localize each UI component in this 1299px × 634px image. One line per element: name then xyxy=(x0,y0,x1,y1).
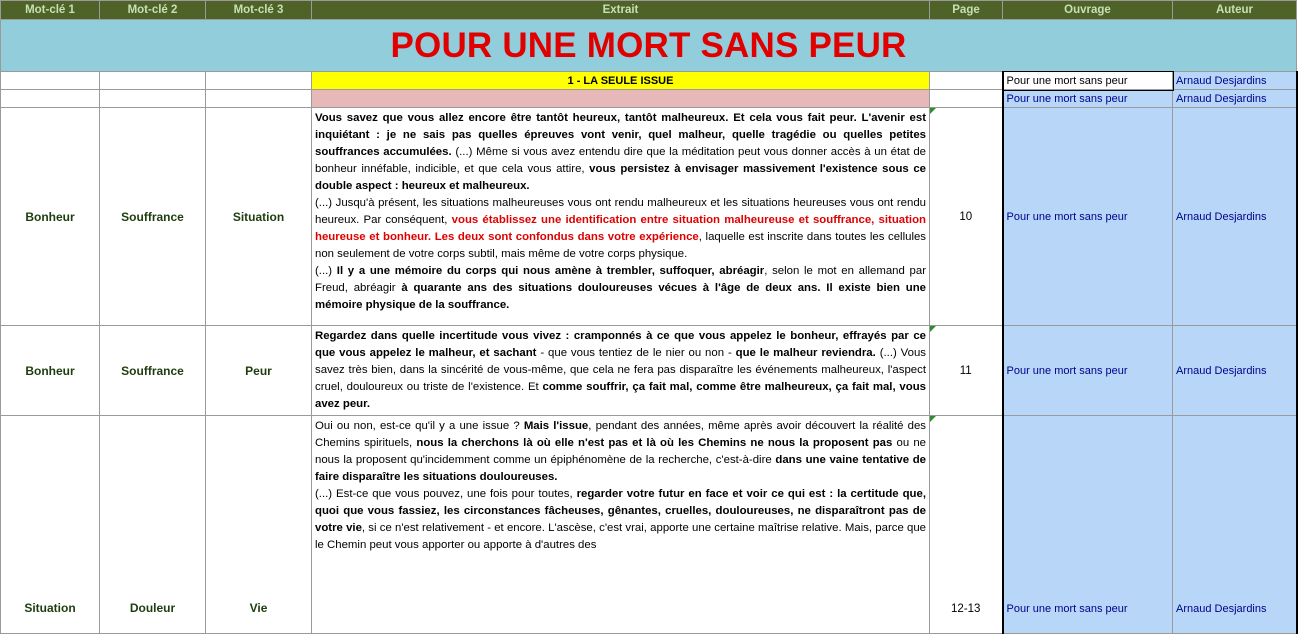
comment-marker-icon xyxy=(930,416,936,422)
extrait-segment: Regardez dans quelle incertitude vous vivez : cramponnés à ce que vous appelez le bonheur, effrayés par ce que vous appelez le malheur, et sachant xyxy=(315,330,926,359)
mot-cle-3[interactable]: Vie xyxy=(206,416,312,634)
cell[interactable] xyxy=(1,72,100,90)
section-label[interactable]: 1 - LA SEULE ISSUE xyxy=(312,72,930,90)
extrait-segment: comme souffrir, ça fait mal, comme être malheureux, ça fait mal, vous avez peur. xyxy=(315,381,926,410)
page-cell[interactable] xyxy=(930,108,1003,326)
extrait-segment: (...) Vous savez très bien, dans la sincérité de vous-même, que cela ne fera pas disparaître les événements malheureux, l'aspect cruel, douloureux ou triste de l'existence. Et xyxy=(315,347,926,393)
extrait-segment: Oui ou non, est-ce qu'il y a une issue ? xyxy=(315,420,524,432)
extrait-segment: Il y a une mémoire du corps qui nous amène à trembler, suffoquer, abréagir xyxy=(336,265,765,277)
extrait-segment: à quarante ans des situations douloureuses vécues à l'âge de deux ans. Il existe bien une mémoire physique de la souffrance. xyxy=(315,282,926,311)
extrait-segment: regarder votre futur en face et voir ce qui est : la certitude que, quoi que vous fassiez, les circonstances fâcheuses, gênantes, cruelles, douloureuses, ne disparaîtront pas de votre vie xyxy=(315,488,926,534)
extrait-segment: (...) Même si vous avez entendu dire que la méditation peut vous donner accès à un état de bonheur innéfable, indicible, et que cela vous attire, xyxy=(315,146,926,175)
auteur-cell[interactable]: Arnaud Desjardins xyxy=(1173,108,1297,326)
extrait-segment: (...) xyxy=(315,265,337,277)
cell[interactable] xyxy=(100,72,206,90)
header-auteur[interactable]: Auteur xyxy=(1173,1,1297,20)
extrait-segment: que le malheur reviendra. xyxy=(735,347,876,359)
cell[interactable] xyxy=(1,90,100,108)
title-cell[interactable] xyxy=(1,20,1297,72)
extrait-segment: dans une vaine tentative de faire disparaître les situations douloureuses. xyxy=(315,454,926,483)
blank-row xyxy=(1,90,1297,108)
extrait-cell[interactable] xyxy=(312,416,930,634)
auteur-cell[interactable]: Arnaud Desjardins xyxy=(1173,326,1297,416)
mot-cle-3[interactable]: Peur xyxy=(206,326,312,416)
mot-cle-1[interactable]: Situation xyxy=(1,416,100,634)
header-page[interactable]: Page xyxy=(930,1,1003,20)
row2-ouvrage[interactable]: Pour une mort sans peur xyxy=(1003,90,1173,108)
extrait-segment: - que vous tentiez de le nier ou non - xyxy=(536,347,736,359)
extrait-segment: , selon le mot en allemand par Freud, abréagir xyxy=(315,265,926,294)
extrait-segment: , pendant des années, même après avoir découvert la réalité des Chemins spirituels, xyxy=(315,420,926,449)
extrait-segment: Vous savez que vous allez encore être tantôt heureux, tantôt malheureux. Et cela vous fait peur. L'avenir est inquiétant : je ne sais pas quelles épreuves vont venir, quel malheur, quelle tragédie ou quelles petites souffrances accumulées. xyxy=(315,112,926,158)
table-row xyxy=(1,416,1297,634)
section-ouvrage[interactable]: Pour une mort sans peur xyxy=(1003,72,1173,90)
header-mot-cle-1[interactable]: Mot-clé 1 xyxy=(1,1,100,20)
mot-cle-2[interactable]: Souffrance xyxy=(100,108,206,326)
page-title: POUR UNE MORT SANS PEUR xyxy=(390,25,907,65)
header-mot-cle-3[interactable]: Mot-clé 3 xyxy=(206,1,312,20)
extrait-segment: Mais l'issue xyxy=(523,420,589,432)
extrait-cell[interactable] xyxy=(312,326,930,416)
extrait-segment: vous établissez une identification entre situation malheureuse et souffrance, situation heureuse et bonheur. Les deux sont confondus dans votre expérience xyxy=(315,214,926,243)
header-mot-cle-2[interactable]: Mot-clé 2 xyxy=(100,1,206,20)
cell[interactable] xyxy=(100,90,206,108)
extrait-segment: , si ce n'est relativement - et encore. L'ascèse, c'est vrai, apporte une certaine maîtrise relative. Mais, parce que le Chemin peut vous apporter ou apporte à d'autres des xyxy=(315,522,927,551)
mot-cle-1[interactable]: Bonheur xyxy=(1,108,100,326)
cell[interactable] xyxy=(930,72,1003,90)
ouvrage-cell[interactable]: Pour une mort sans peur xyxy=(1003,326,1173,416)
page-cell[interactable] xyxy=(930,326,1003,416)
mot-cle-3[interactable]: Situation xyxy=(206,108,312,326)
extrait-segment: ou ne nous la proposent qu'incidemment comme un épiphénomène de la recherche, c'est-à-dire xyxy=(315,437,926,466)
cell[interactable] xyxy=(930,90,1003,108)
ouvrage-cell[interactable]: Pour une mort sans peur xyxy=(1003,416,1173,634)
section-auteur[interactable]: Arnaud Desjardins xyxy=(1173,72,1297,90)
cell[interactable] xyxy=(206,72,312,90)
table-row xyxy=(1,326,1297,416)
mot-cle-2[interactable]: Souffrance xyxy=(100,326,206,416)
page-number: 11 xyxy=(959,364,972,377)
auteur-cell[interactable]: Arnaud Desjardins xyxy=(1173,416,1297,634)
extrait-segment: (...) Est-ce que vous pouvez, une fois pour toutes, xyxy=(315,488,577,500)
header-ouvrage[interactable]: Ouvrage xyxy=(1003,1,1173,20)
row2-auteur[interactable]: Arnaud Desjardins xyxy=(1173,90,1297,108)
extrait-segment: nous la cherchons là où elle n'est pas et là où les Chemins ne nous la proposent pas xyxy=(416,437,893,449)
extrait-cell[interactable] xyxy=(312,108,930,326)
comment-marker-icon xyxy=(930,326,936,332)
mot-cle-2[interactable]: Douleur xyxy=(100,416,206,634)
extrait-segment: vous persistez à envisager massivement l'existence sous ce double aspect : heureux et malheureux. xyxy=(315,163,926,192)
title-row xyxy=(1,20,1297,72)
table-row xyxy=(1,108,1297,326)
cell[interactable] xyxy=(206,90,312,108)
page-cell[interactable] xyxy=(930,416,1003,634)
extrait-segment: (...) Jusqu'à présent, les situations malheureuses vous ont rendu malheureux et les situations heureuses vous ont rendu heureux. Par conséquent, xyxy=(315,197,926,226)
extrait-segment: , laquelle est inscrite dans toutes les cellules non seulement de votre corps subtil, mais même de votre corps physique. xyxy=(315,231,926,260)
mot-cle-1[interactable]: Bonheur xyxy=(1,326,100,416)
section-row xyxy=(1,72,1297,90)
header-extrait[interactable]: Extrait xyxy=(312,1,930,20)
comment-marker-icon xyxy=(930,108,936,114)
pink-cell[interactable] xyxy=(312,90,930,108)
page-number: 10 xyxy=(959,210,973,223)
ouvrage-cell[interactable]: Pour une mort sans peur xyxy=(1003,108,1173,326)
header-row xyxy=(1,1,1297,20)
page-number: 12-13 xyxy=(951,603,981,615)
